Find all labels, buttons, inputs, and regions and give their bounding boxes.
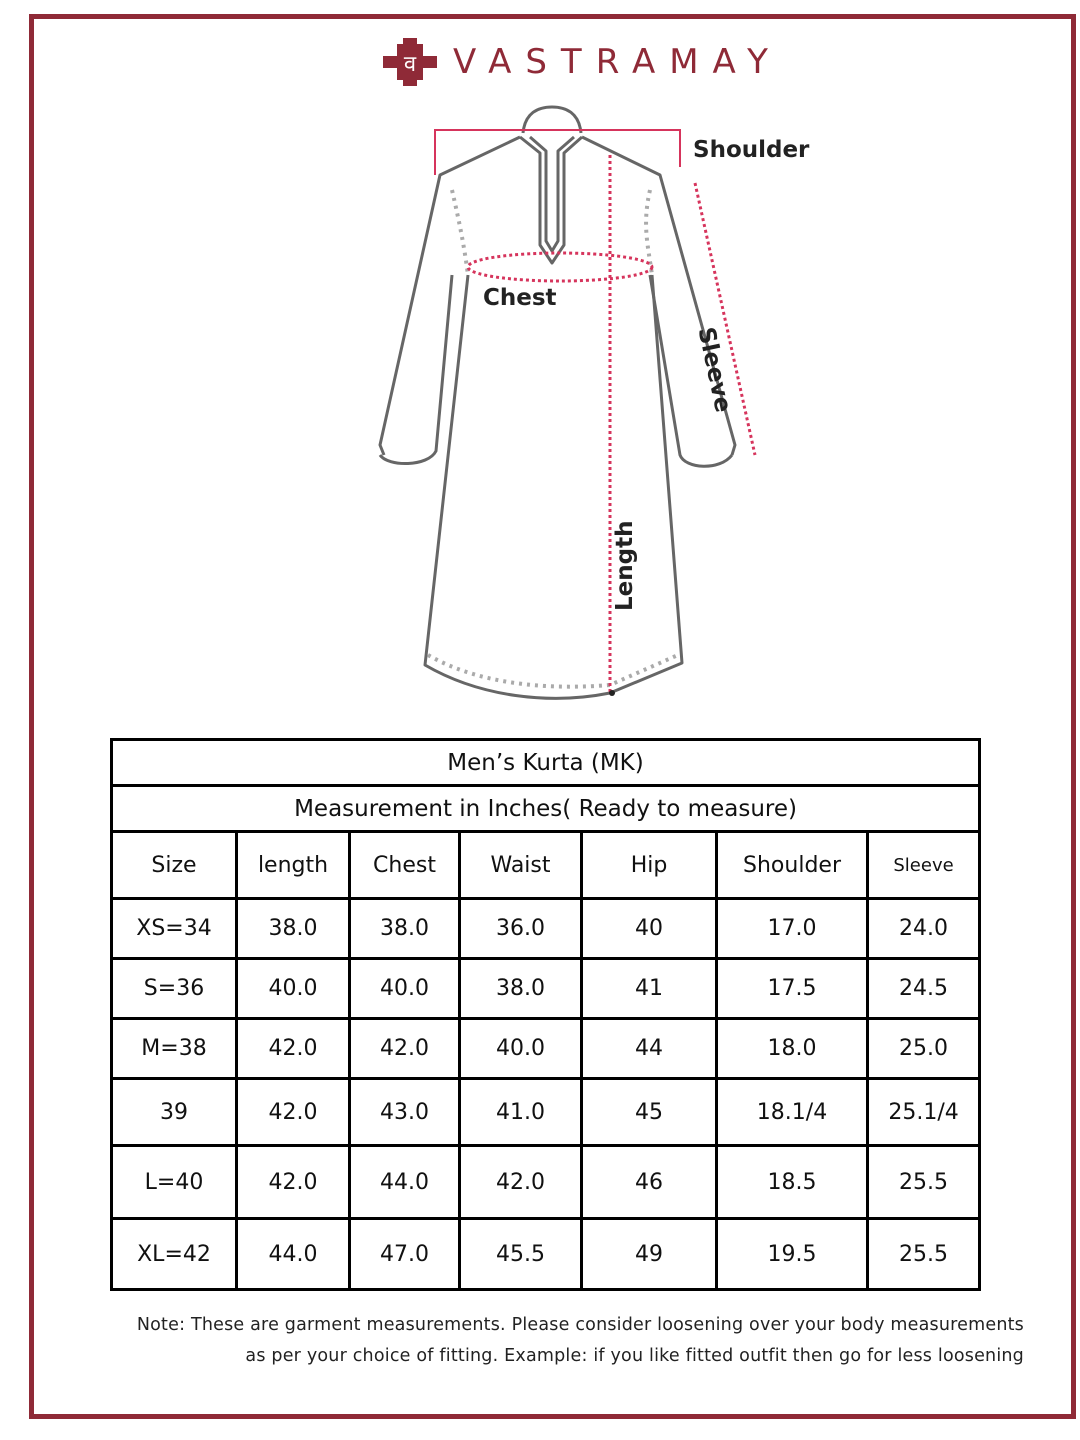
kurta-outline-icon [360,95,820,715]
cell-chest: 47.0 [350,1219,460,1290]
table-subtitle-row [112,786,980,832]
table-subtitle: Measurement in Inches( Ready to measure) [112,786,980,832]
column-header-waist: Waist [460,832,582,899]
cell-shoulder: 18.0 [717,1019,868,1079]
cell-hip: 44 [582,1019,717,1079]
sleeve-label: Sleeve [692,325,736,415]
cell-sleeve: 24.5 [868,959,980,1019]
table-header-row [112,832,980,899]
cell-shoulder: 18.1/4 [717,1079,868,1146]
table-row [112,959,980,1019]
table-row [112,899,980,959]
cell-length: 42.0 [237,1019,350,1079]
cell-waist: 38.0 [460,959,582,1019]
size-chart-table [110,738,981,1291]
cell-length: 38.0 [237,899,350,959]
length-label: Length [612,520,638,611]
cell-hip: 41 [582,959,717,1019]
cell-hip: 40 [582,899,717,959]
shoulder-label: Shoulder [693,137,810,163]
column-header-length: length [237,832,350,899]
cell-hip: 45 [582,1079,717,1146]
table-title: Men’s Kurta (MK) [112,740,980,786]
cell-sleeve: 25.5 [868,1219,980,1290]
table-row [112,1079,980,1146]
cell-shoulder: 17.0 [717,899,868,959]
table-row [112,1019,980,1079]
column-header-size: Size [112,832,237,899]
cell-chest: 40.0 [350,959,460,1019]
brand-mark-icon [383,38,437,86]
cell-hip: 46 [582,1146,717,1219]
cell-waist: 45.5 [460,1219,582,1290]
cell-size: XS=34 [112,899,237,959]
column-header-sleeve: Sleeve [868,832,980,899]
cell-waist: 42.0 [460,1146,582,1219]
note-line-1: Note: These are garment measurements. Please consider loosening over your body measurements [136,1315,1024,1335]
cell-chest: 42.0 [350,1019,460,1079]
cell-chest: 43.0 [350,1079,460,1146]
cell-size: L=40 [112,1146,237,1219]
cell-sleeve: 25.0 [868,1019,980,1079]
kurta-measurement-diagram [360,95,820,715]
cell-hip: 49 [582,1219,717,1290]
cell-shoulder: 19.5 [717,1219,868,1290]
cell-chest: 44.0 [350,1146,460,1219]
cell-shoulder: 17.5 [717,959,868,1019]
table-row [112,1146,980,1219]
column-header-hip: Hip [582,832,717,899]
brand-name: VASTRAMAY [453,42,782,82]
cell-length: 44.0 [237,1219,350,1290]
cell-sleeve: 24.0 [868,899,980,959]
cell-sleeve: 25.5 [868,1146,980,1219]
column-header-shoulder: Shoulder [717,832,868,899]
cell-waist: 36.0 [460,899,582,959]
cell-waist: 40.0 [460,1019,582,1079]
brand-logo [383,38,782,86]
cell-length: 40.0 [237,959,350,1019]
cell-shoulder: 18.5 [717,1146,868,1219]
cell-size: M=38 [112,1019,237,1079]
cell-length: 42.0 [237,1146,350,1219]
fit-note [56,1310,1024,1372]
cell-waist: 41.0 [460,1079,582,1146]
chest-label: Chest [483,285,557,311]
table-title-row [112,740,980,786]
cell-size: 39 [112,1079,237,1146]
cell-size: XL=42 [112,1219,237,1290]
cell-sleeve: 25.1/4 [868,1079,980,1146]
svg-text:व: व [403,52,417,77]
cell-size: S=36 [112,959,237,1019]
note-line-2: as per your choice of fitting. Example: if you like fitted outfit then go for less loosening [245,1346,1024,1366]
table-row [112,1219,980,1290]
cell-chest: 38.0 [350,899,460,959]
cell-length: 42.0 [237,1079,350,1146]
column-header-chest: Chest [350,832,460,899]
